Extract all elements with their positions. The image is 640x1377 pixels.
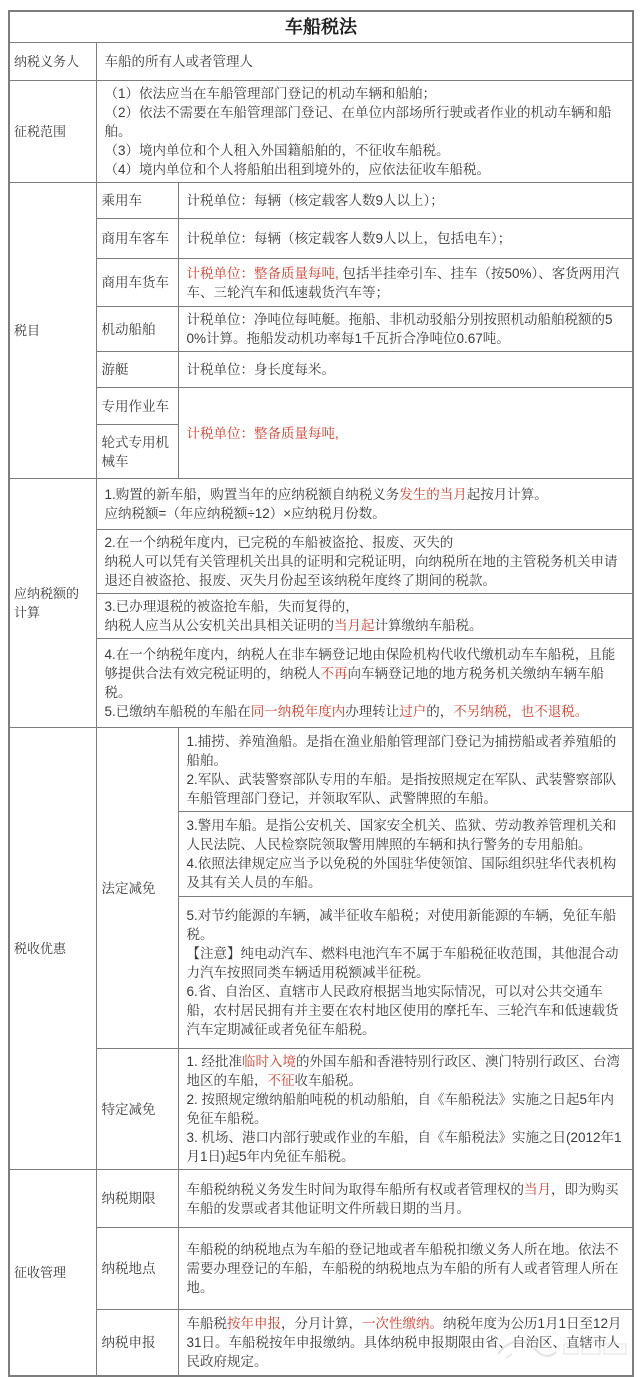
content-cell [178,728,633,812]
text-segment: 2.军队、武装警察部队专用的车船。是指按照规定在军队、武装警察部队车船管理部门登记，并领取军队、武警牌照的车船。 [186,771,617,806]
text-segment: 1.购置的新车船，购置当年的应纳税额自纳税义务 [104,487,400,502]
text-segment: 2. 按照规定缴纳船舶吨税的机动船舶，自《车船税法》实施之日起5年内免征车船税。 [186,1092,615,1126]
content-cell [178,388,633,479]
content-cell [178,1049,633,1170]
text-segment: 应纳税额=（年应纳税额÷12）×应纳税月份数。 [104,506,386,521]
highlighted-text: 不另纳税，也不退税。 [453,704,589,719]
text-segment: 计税单位：身长度每米。 [186,362,335,377]
text-segment: 计税单位：每辆（核定载客人数9人以上）； [186,193,444,208]
highlighted-text: 当月起 [334,618,375,633]
content-cell [96,479,633,530]
text-segment: 向车辆登记地的地方税务机关缴纳车辆车船税。 [104,666,604,700]
highlighted-text: 过户 [399,704,427,719]
text-line [105,141,625,160]
title-row [9,11,633,43]
text-segment: 2.在一个纳税年度内，已完税的车船被盗抢、报废、灭失的 [104,535,454,550]
tax-law-table [8,10,634,1377]
sub-label: 纳税申报 [96,1310,178,1376]
highlighted-text: 一次性缴纳。 [362,1315,443,1331]
table-row [9,639,633,728]
table-row [9,1310,633,1376]
table-row [9,259,633,307]
text-segment: 【注意】纯电动汽车、燃料电池汽车不属于车船税征收范围，其他混合动力汽车按照同类车辆适用税额减半征税。 [186,946,619,980]
table-row [9,183,633,219]
section-label: 纳税义务人 [9,43,96,81]
text-line [187,854,625,892]
text-segment: 6.省、自治区、直辖市人民政府根据当地实际情况，可以对公共交通车船，农村居民拥有并主要在农村地区使用的摩托车、三轮汽车和低速载货汽车定期减征或者免征车船税。 [186,984,619,1037]
text-line [105,504,625,523]
text-line [105,160,625,179]
text-segment: 收车船税。 [294,1073,362,1088]
content-cell [178,259,633,307]
table-row [9,352,633,388]
text-segment: （2）依法不需要在车船管理部门登记、在单位内部场所行驶或者作业的机动车辆和船舶。 [104,105,612,139]
text-line [187,1314,625,1371]
sub-label: 游艇 [96,352,178,388]
text-line [187,906,625,944]
highlighted-text: 按年申报 [227,1315,281,1331]
text-line [187,424,625,443]
content-cell [178,812,633,897]
content-cell [178,183,633,219]
table-row [9,728,633,812]
text-line [187,1180,625,1218]
page-title: 车船税法 [9,11,633,43]
content-cell [178,219,633,259]
highlighted-text: 计税单位：整备质量每吨, [186,265,339,281]
content-cell [178,352,633,388]
text-line [105,84,625,103]
text-segment: 4.在一个纳税年度内，纳税人在非车辆登记地由保险机构代收代缴机动车车船税，且能够提供合法有效完税证明的，纳税人 [104,647,616,681]
text-segment: 车船税的纳税地点为车船的登记地或者车船税扣缴义务人所在地。依法不需要办理登记的车船，车船税的纳税地点为车船的所有人或者管理人所在地。 [186,1242,619,1295]
highlighted-text: 同一纳税年度内 [250,704,346,719]
sub-label: 专用作业车 [96,388,178,425]
content-cell [96,639,633,728]
text-segment: 1.捕捞、养殖渔船。是指在渔业船舶管理部门登记为捕捞船或者养殖船的船舶。 [186,733,617,768]
text-segment: 的， [426,704,454,719]
text-segment: 车船税 [186,1315,227,1331]
text-segment: 纳税年度为公历1月1日至12月31日。车船税按年申报缴纳。具体纳税申报期限由省、自治区、直辖市人民政府规定。 [186,1315,622,1369]
text-segment: 起按月计算。 [466,487,548,502]
highlighted-text: 不再 [320,666,348,681]
section-label: 征收管理 [9,1170,96,1376]
content-cell [178,307,633,352]
text-segment: 4.依照法律规定应当予以免税的外国驻华使领馆、国际组织驻华代表机构及其有关人员的车船。 [186,856,617,890]
text-line [105,702,625,721]
section-label: 征税范围 [9,81,96,183]
sub-label: 纳税地点 [96,1228,178,1310]
highlighted-text: 发生的当月 [399,487,467,502]
text-line [105,616,625,635]
sub-label: 法定减免 [96,728,178,1049]
table-row [9,1228,633,1310]
text-line [187,1128,625,1166]
text-line [187,982,625,1039]
sub-label: 特定减免 [96,1049,178,1170]
text-segment: （1）依法应当在车船管理部门登记的机动车辆和船舶； [104,86,437,101]
content-cell [96,43,633,81]
text-segment: 车船的所有人或者管理人 [104,54,253,69]
text-segment: 3.已办理退税的被盗抢车船，失而复得的， [104,599,359,614]
table-row [9,530,633,594]
tax-law-sheet [8,10,632,1377]
section-label: 应纳税额的计算 [9,479,96,728]
text-segment: 车船税纳税义务发生时间为取得车船所有权或者管理权的 [186,1181,524,1197]
text-segment: 1. 经批准 [186,1054,243,1069]
text-line [187,310,625,348]
text-segment: 纳税人应当从公安机关出具相关证明的 [104,618,334,633]
sub-label: 纳税期限 [96,1170,178,1228]
text-segment: 3.警用车船。是指公安机关、国家安全机关、监狱、劳动教养管理机关和人民法院、人民检察院领取警用牌照的车辆和执行警务的专用船舶。 [186,818,617,852]
text-line [105,533,625,552]
text-segment: 纳税人可以凭有关管理机关出具的证明和完税证明，向纳税所在地的主管税务机关申请退还自被盗抢、报废、灭失月份起至该纳税年度终了期间的税款。 [104,554,618,588]
sub-label: 商用车货车 [96,259,178,307]
text-line [105,552,625,590]
text-segment: （4）境内单位和个人将船舶出租到境外的，应依法征收车船税。 [104,162,491,177]
content-cell [96,530,633,594]
highlighted-text: 临时入境 [242,1054,297,1069]
text-line [187,1052,625,1090]
section-label: 税目 [9,183,96,479]
text-line [187,264,625,302]
table-row [9,388,633,425]
content-cell [96,594,633,639]
table-row [9,594,633,639]
table-row [9,1170,633,1228]
table-row [9,479,633,530]
text-line [187,816,625,854]
text-segment: 计算缴纳车船税。 [374,618,483,633]
content-cell [178,1170,633,1228]
section-label: 税收优惠 [9,728,96,1170]
text-line [105,597,625,616]
text-segment: 3. 机场、港口内部行驶或作业的车船，自《车船税法》实施之日(2012年1月1日)起5年内免征车船税。 [186,1130,622,1164]
text-segment: 办理转让 [345,704,400,719]
sub-label: 机动船舶 [96,307,178,352]
text-segment: 的外国车船和香港特别行政区、澳门特别行政区、台湾地区的车船， [186,1054,621,1088]
text-line [105,103,625,141]
text-line [187,944,625,982]
text-line [105,52,625,71]
highlighted-text: 不征 [267,1073,295,1088]
text-line [187,1240,625,1297]
sub-label: 商用车客车 [96,219,178,259]
text-segment: 计税单位：每辆（核定载客人数9人以上，包括电车）； [186,231,512,246]
content-cell [178,1310,633,1376]
content-cell [178,897,633,1049]
text-line [187,360,625,379]
sub-label: 乘用车 [96,183,178,219]
table-row [9,307,633,352]
text-line [187,770,625,808]
highlighted-text: 当月 [524,1181,551,1197]
table-row [9,43,633,81]
text-segment: 计税单位：净吨位每吨艇。拖船、非机动驳船分别按照机动船舶税额的50%计算。拖船发动机功率每1千瓦折合净吨位0.67吨。 [186,312,613,346]
text-segment: ，分月计算， [281,1315,362,1331]
sub-label: 轮式专用机械车 [96,425,178,479]
highlighted-text: 计税单位：整备质量每吨, [186,425,339,441]
text-segment: （3）境内单位和个人租入外国籍船舶的，不征收车船税。 [104,143,450,158]
text-segment: ，即为购买车船的发票或者其他证明文件所载日期的当月。 [186,1181,619,1216]
content-cell [178,1228,633,1310]
text-segment: 包括半挂牵引车、挂车（按50%）、客货两用汽车、三轮汽车和低速载货汽车等； [186,265,620,300]
text-segment: 5.对节约能源的车辆，减半征收车船税；对使用新能源的车辆，免征车船税。 [186,908,617,942]
text-line [187,191,625,210]
text-line [105,485,625,504]
text-line [187,229,625,248]
table-row [9,81,633,183]
text-line [105,645,625,702]
text-line [187,1090,625,1128]
content-cell [96,81,633,183]
text-segment: 5.已缴纳车船税的车船在 [104,704,251,719]
table-row [9,219,633,259]
table-row [9,1049,633,1170]
text-line [187,732,625,770]
